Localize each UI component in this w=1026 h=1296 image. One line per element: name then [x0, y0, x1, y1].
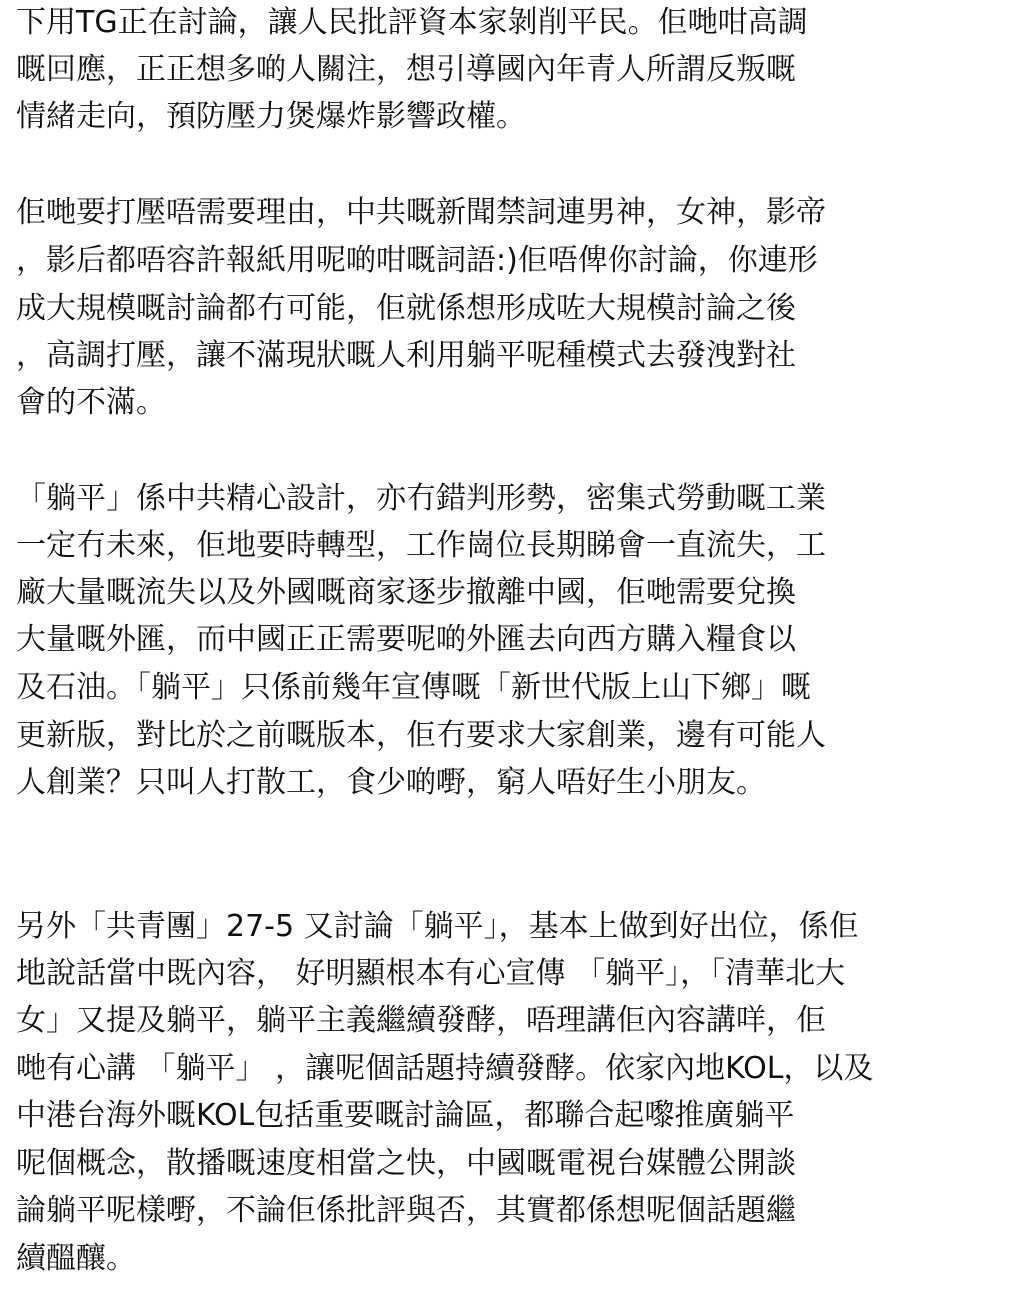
paragraph-2-line-5: 會的不滿。 [16, 385, 166, 420]
paragraph-4-line-2: 地說話當中既內容， 好明顯根本有心宣傳 「躺平」，「清華北大 [16, 956, 846, 991]
paragraph-3-line-5: 及石油。「躺平」只係前幾年宣傳嘅「新世代版上山下鄉」嘅 [16, 670, 811, 705]
paragraph-3-line-6: 更新版，對比於之前嘅版本，佢冇要求大家創業，邊有可能人 [16, 718, 826, 753]
paragraph-4-line-6: 呢個概念，散播嘅速度相當之快，中國嘅電視台媒體公開談 [16, 1146, 796, 1181]
paragraph-2-line-3: 成大規模嘅討論都冇可能，佢就係想形成咗大規模討論之後 [16, 291, 796, 326]
paragraph-4-line-8: 續醞釀。 [16, 1241, 136, 1276]
paragraph-3-line-3: 廠大量嘅流失以及外國嘅商家逐步撤離中國，佢哋需要兌換 [16, 575, 796, 610]
paragraph-3-line-2: 一定冇未來，佢地要時轉型，工作崗位長期睇會一直流失，工 [16, 528, 826, 563]
paragraph-1-line-1: 下用TG正在討論，讓人民批評資本家剝削平民。佢哋咁高調 [16, 5, 808, 40]
paragraph-3-line-1: 「躺平」係中共精心設計，亦冇錯判形勢，密集式勞動嘅工業 [16, 481, 826, 516]
paragraph-4-line-5: 中港台海外嘅KOL包括重要嘅討論區，都聯合起嚟推廣躺平 [16, 1098, 795, 1133]
paragraph-4-line-7: 論躺平呢樣嘢，不論佢係批評與否，其實都係想呢個話題繼 [16, 1193, 796, 1228]
paragraph-4-line-1: 另外「共青團」27-5 又討論「躺平」，基本上做到好出位，係佢 [16, 909, 859, 944]
paragraph-4-line-3: 女」又提及躺平，躺平主義繼續發酵，唔理講佢內容講咩，佢 [16, 1003, 826, 1038]
paragraph-2-line-1: 佢哋要打壓唔需要理由，中共嘅新聞禁詞連男神，女神，影帝 [16, 195, 826, 230]
paragraph-1-line-2: 嘅回應，正正想多啲人關注，想引導國內年青人所謂反叛嘅 [16, 52, 796, 87]
paragraph-4-line-4: 哋有心講 「躺平」 ，讓呢個話題持續發酵。依家內地KOL，以及 [16, 1051, 874, 1086]
paragraph-1-line-3: 情緒走向，預防壓力煲爆炸影響政權。 [16, 99, 526, 134]
paragraph-2-line-4: ，高調打壓，讓不滿現狀嘅人利用躺平呢種模式去發洩對社 [16, 338, 796, 373]
paragraph-3-line-7: 人創業？只叫人打散工，食少啲嘢，窮人唔好生小朋友。 [16, 765, 766, 800]
paragraph-2-line-2: ，影后都唔容許報紙用呢啲咁嘅詞語:)佢唔俾你討論，你連形 [16, 243, 818, 278]
paragraph-3-line-4: 大量嘅外匯，而中國正正需要呢啲外匯去向西方購入糧食以 [16, 622, 796, 657]
